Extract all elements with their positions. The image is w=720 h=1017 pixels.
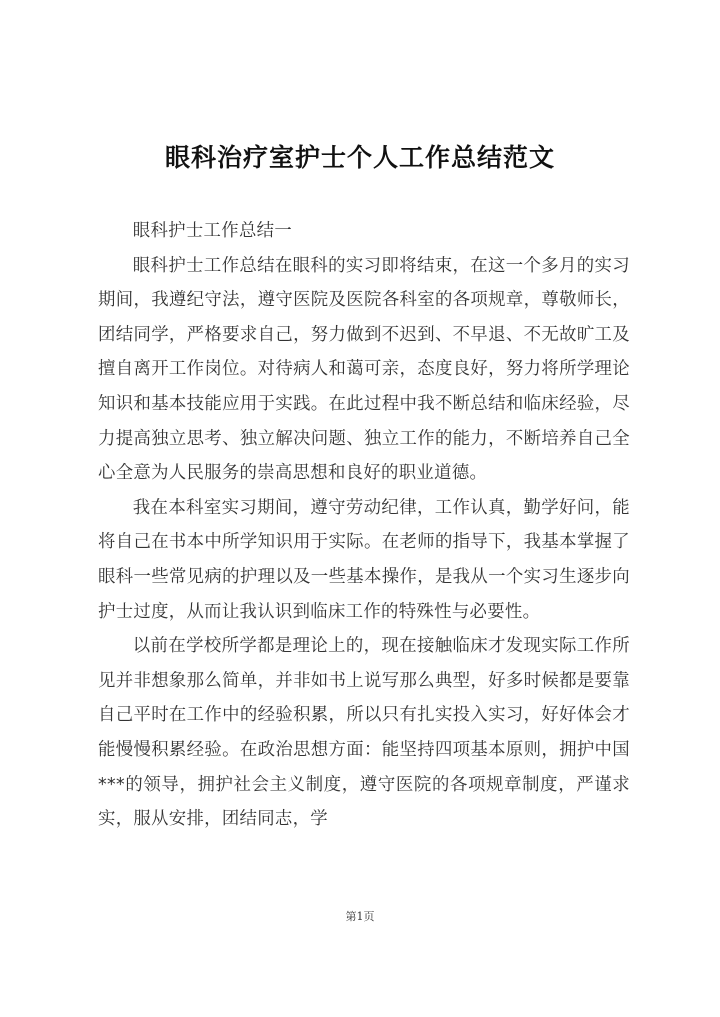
body-paragraph: 以前在学校所学都是理论上的，现在接触临床才发现实际工作所见并非想象那么简单，并非如书上说写那么典型，好多时候都是要靠自己平时在工作中的经验积累，所以只有扎实投入实习，好好体会才能慢慢积累经验。在政治思想方面：能坚持四项基本原则，拥护中国***的领导，拥护社会主义制度，遵守医院的各项规章制度，严谨求实，服从安排，团结同志，学 <box>98 636 630 830</box>
document-title: 眼科治疗室护士个人工作总结范文 <box>164 143 555 172</box>
body-paragraph: 我在本科室实习期间，遵守劳动纪律，工作认真，勤学好问，能将自己在书本中所学知识用于实际。在老师的指导下，我基本掌握了眼科一些常见病的护理以及一些基本操作，是我从一个实习生逐步向护士过度，从而让我认识到临床工作的特殊性与必要性。 <box>98 497 630 622</box>
body-paragraph: 眼科护士工作总结在眼科的实习即将结束，在这一个多月的实习期间，我遵纪守法，遵守医院及医院各科室的各项规章，尊敬师长，团结同学，严格要求自己，努力做到不迟到、不早退、不无故旷工及擅自离开工作岗位。对待病人和蔼可亲，态度良好，努力将所学理论知识和基本技能应用于实践。在此过程中我不断总结和临床经验，尽力提高独立思考、独立解决问题、独立工作的能力，不断培养自己全心全意为人民服务的崇高思想和良好的职业道德。 <box>98 255 630 484</box>
section-heading: 眼科护士工作总结一 <box>132 221 293 241</box>
page-number: 第1页 <box>345 910 375 923</box>
document-body <box>98 214 630 837</box>
